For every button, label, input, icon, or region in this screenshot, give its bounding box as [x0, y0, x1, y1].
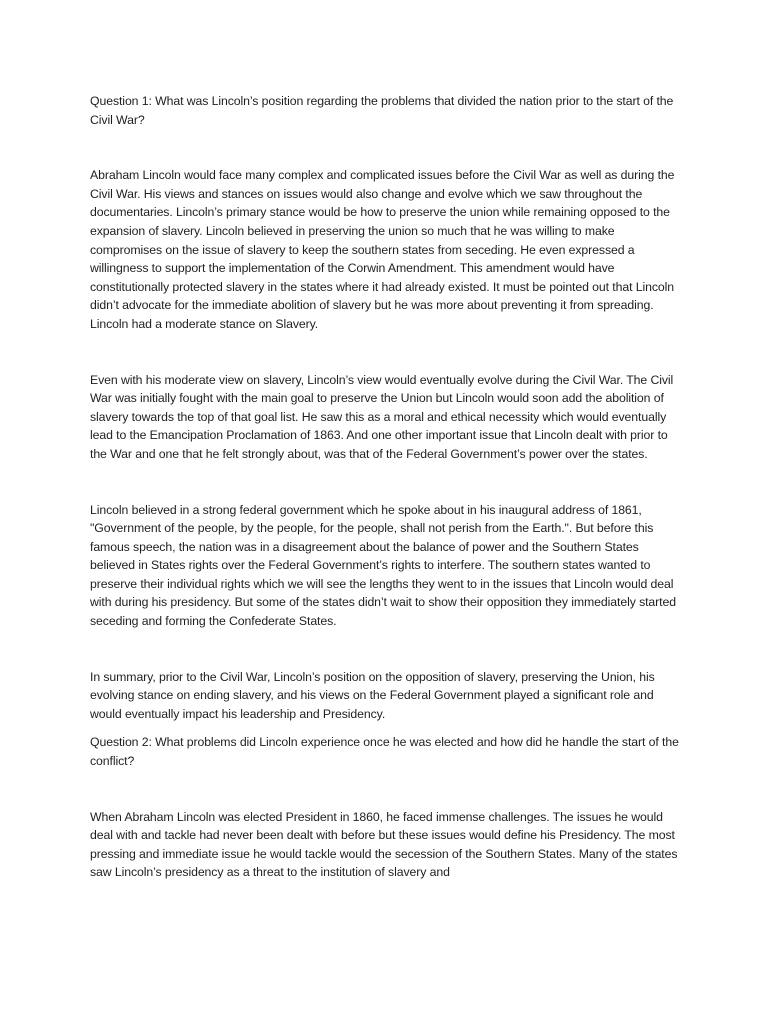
paragraph-2: Even with his moderate view on slavery, Lincoln’s view would eventually evolve during the Civil War. The Civil War was initially fought with the main goal to preserve the Union but Lincoln would soon add the abolition of slavery towards the top of that goal list. He saw this as a moral and ethical necessity which would eventually lead to the Emancipation Proclamation of 1863. And one other important issue that Lincoln dealt with prior to the War and one that he felt strongly about, was that of the Federal Government’s power over the states.: [90, 372, 674, 461]
question-2: Question 2: What problems did Lincoln experience once he was elected and how did he handle the start of the conflict?: [90, 735, 679, 769]
paragraph-5: When Abraham Lincoln was elected President in 1860, he faced immense challenges. The issues he would deal with and tackle had never been dealt with before but these issues would define his Presidency. The most pressing and immediate issue he would tackle would the secession of the Southern States. Many of the states saw Lincoln’s presidency as a threat to the institution of slavery and: [90, 809, 678, 880]
document-body: [90, 92, 682, 882]
paragraph-1: Abraham Lincoln would face many complex and complicated issues before the Civil War as well as during the Civil War. His views and stances on issues would also change and evolve which we saw throughout the documentaries. Lincoln’s primary stance would be how to preserve the union while remaining opposed to the expansion of slavery. Lincoln believed in preserving the union so much that he was willing to make compromises on the issue of slavery to keep the southern states from seceding. He even expressed a willingness to support the implementation of the Corwin Amendment. This amendment would have constitutionally protected slavery in the states where it had already existed. It must be pointed out that Lincoln didn’t advocate for the immediate abolition of slavery but he was more about preventing it from spreading. Lincoln had a moderate stance on Slavery.: [90, 168, 675, 331]
paragraph-4: In summary, prior to the Civil War, Lincoln’s position on the opposition of slavery, preserving the Union, his evolving stance on ending slavery, and his views on the Federal Government played a significant role and would eventually impact his leadership and Presidency.: [90, 669, 655, 721]
question-1: Question 1: What was Lincoln’s position regarding the problems that divided the nation prior to the start of the Civil War?: [90, 94, 674, 127]
paragraph-3: Lincoln believed in a strong federal government which he spoke about in his inaugural address of 1861, "Government of the people, by the people, for the people, shall not perish from the Earth.". But before this famous speech, the nation was in a disagreement about the balance of power and the Southern States believed in States rights over the Federal Government’s rights to interfere. The southern states wanted to preserve their individual rights which we will see the lengths they went to in the issues that Lincoln would deal with during his presidency. But some of the states didn’t wait to show their opposition they immediately started seceding and forming the Confederate States.: [90, 502, 676, 629]
